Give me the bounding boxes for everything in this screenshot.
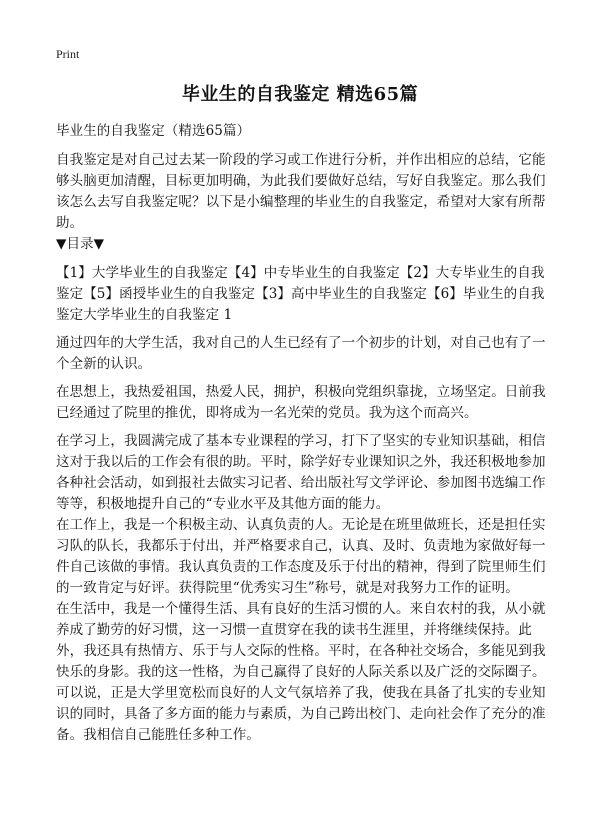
body-paragraph-3: 在学习上，我圆满完成了基本专业课程的学习，打下了坚实的专业知识基础，相信这对于我以后的工作会有很的助。平时，除学好专业课知识之外，我还积极地参加各种社会活动，如到报社去做实习记者、给出版社写文学评论、参加图书选编工作等等，积极地提升自己的“专业水平及其他方面的能力。 [56, 433, 546, 512]
body-paragraph-4: 在工作上，我是一个积极主动、认真负责的人。无论是在班里做班长，还是担任实习队的队长，我都乐于付出，并严格要求自己，认真、及时、负责地为家做好每一件自己该做的事情。我认真负责的工作态度及乐于付出的精神，得到了院里师生们的一致肯定与好评。获得院里“优秀实习生”称号，就是对我努力工作的证明。 [56, 517, 546, 596]
table-of-contents [56, 263, 546, 326]
toc-header[interactable]: ▼目录▼ [56, 236, 105, 252]
page-title: 毕业生的自我鉴定 精选65篇 [181, 84, 419, 105]
intro-paragraph: 自我鉴定是对自己过去某一阶段的学习或工作进行分析，并作出相应的总结，它能够头脑更加清醒，目标更加明确，为此我们要做好总结，写好自我鉴定。那么我们该怎么去写自我鉴定呢？以下是小编整理的毕业生的自我鉴定，希望对大家有所帮助。 [56, 152, 546, 231]
toc-link-2[interactable]: 【2】大专毕业生的自我鉴定 [56, 265, 545, 302]
body-paragraph-5: 在生活中，我是一个懂得生活、具有良好的生活习惯的人。来自农村的我，从小就养成了勤劳的好习惯，这一习惯一直贯穿在我的读书生涯里，并将继续保持。此外，我还具有热情方、乐于与人交际的性格。平时，在各种社交场合，多能见到我快乐的身影。我的这一性格，为自己赢得了良好的人际关系以及广泛的交际圈子。 [56, 601, 546, 680]
toc-link-6[interactable]: 【6】毕业生的自我鉴定 [56, 286, 545, 323]
body-paragraph-6: 可以说，正是大学里宽松而良好的人文气氛培养了我，使我在具备了扎实的专业知识的同时，具备了多方面的能力与素质，为自己跨出校门、走向社会作了充分的准备。我相信自己能胜任多种工作。 [56, 685, 546, 743]
document-subtitle: 毕业生的自我鉴定（精选65篇） [56, 123, 251, 139]
print-link[interactable]: Print [56, 47, 80, 61]
body-paragraph-1: 通过四年的大学生活，我对自己的人生已经有了一个初步的计划，对自己也有了一个全新的认识。 [56, 335, 546, 372]
toc-link-1[interactable]: 【1】大学毕业生的自我鉴定 [56, 265, 228, 281]
body-paragraph-2: 在思想上，我热爱祖国，热爱人民，拥护，积极向党组织靠拢，立场坚定。日前我已经通过了院里的推优，即将成为一名光荣的党员。我为这个而高兴。 [56, 384, 546, 421]
toc-link-4[interactable]: 【4】中专毕业生的自我鉴定 [227, 265, 400, 281]
toc-link-5[interactable]: 【5】函授毕业生的自我鉴定 [83, 286, 256, 302]
toc-link-3[interactable]: 【3】高中毕业生的自我鉴定 [255, 286, 427, 302]
section-heading: 大学毕业生的自我鉴定 1 [83, 307, 233, 323]
